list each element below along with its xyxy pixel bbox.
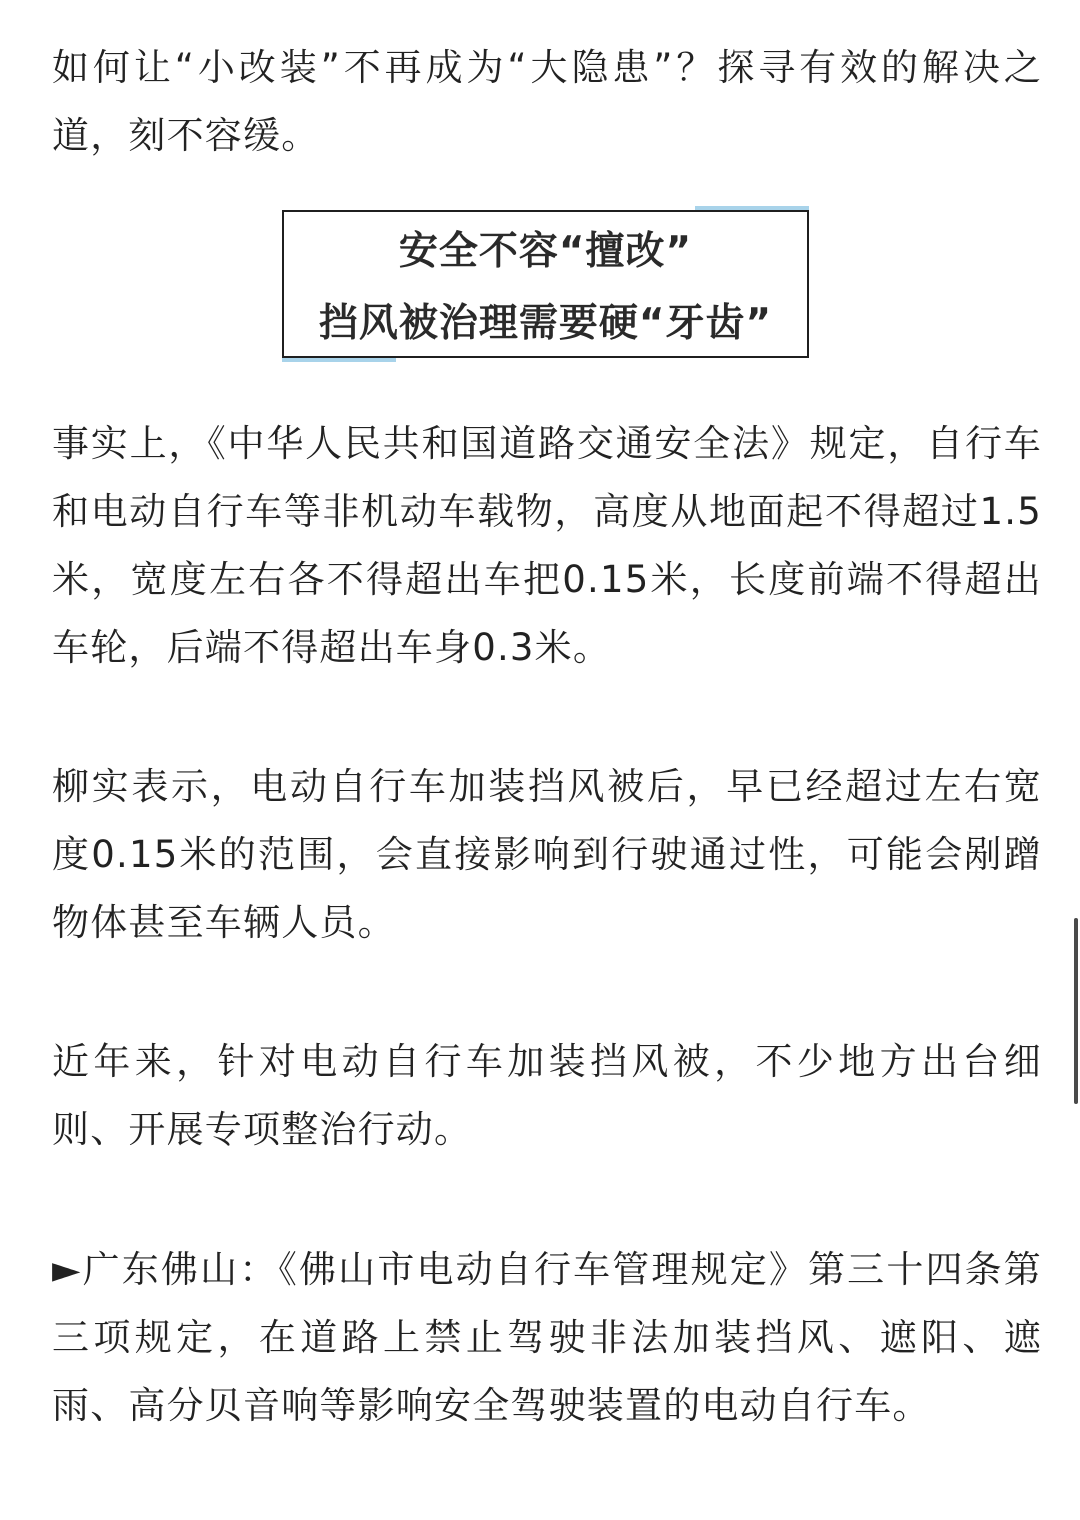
regulation-intro-paragraph: 近年来，针对电动自行车加装挡风被，不少地方出台细则、开展专项整治行动。 (52, 1040, 1042, 1151)
foshan-regulation-paragraph: ►广东佛山：《佛山市电动自行车管理规定》第三十四条第三项规定，在道路上禁止驾驶非法加装挡风、遮阳、遮雨、高分贝音响等影响安全驾驶装置的电动自行车。 (52, 1248, 1042, 1427)
section-heading-line-1: 安全不容“擅改” (398, 229, 693, 274)
law-paragraph: 事实上，《中华人民共和国道路交通安全法》规定，自行车和电动自行车等非机动车载物，高度从地面起不得超过1.5米，宽度左右各不得超出车把0.15米，长度前端不得超出车轮，后端不得超出车身0.3米。 (52, 422, 1042, 669)
expert-paragraph: 柳实表示，电动自行车加装挡风被后，早已经超过左右宽度0.15米的范围，会直接影响到行驶通过性，可能会剐蹭物体甚至车辆人员。 (52, 765, 1042, 944)
section-heading-line-2: 挡风被治理需要硬“牙齿” (318, 301, 773, 346)
section-heading-box (282, 210, 809, 358)
heading-accent-bottom (282, 358, 396, 362)
scrollbar-thumb[interactable] (1074, 918, 1078, 1104)
heading-accent-top (695, 206, 809, 210)
intro-paragraph: 如何让“小改装”不再成为“大隐患”？探寻有效的解决之道，刻不容缓。 (52, 46, 1042, 157)
